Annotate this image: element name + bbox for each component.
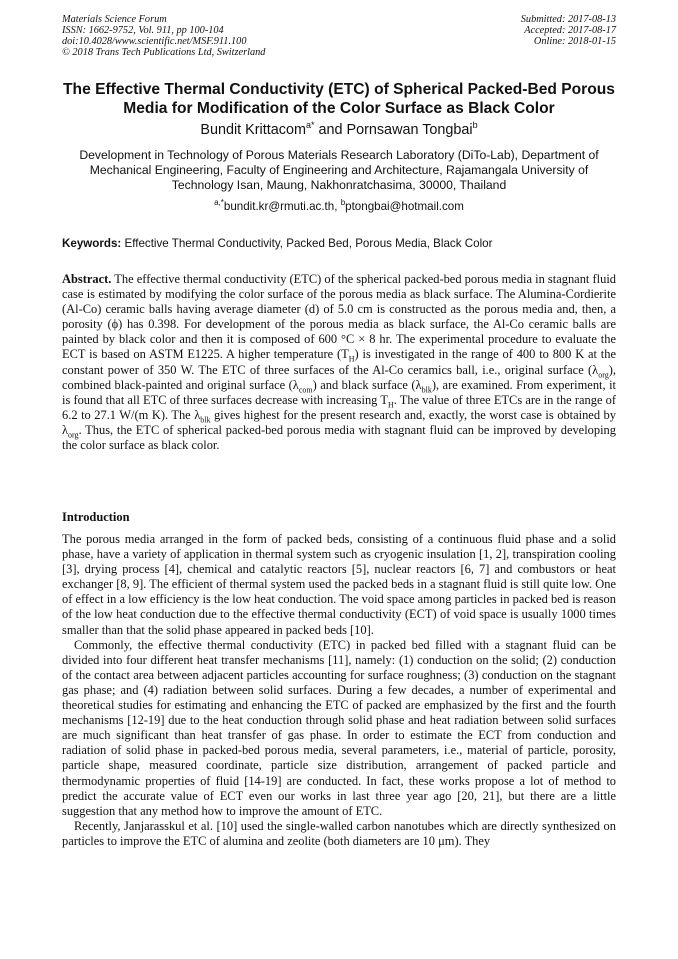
accepted-date: Accepted: 2017-08-17	[524, 25, 616, 36]
email-mark: b	[340, 198, 346, 208]
email-address: ptongbai@hotmail.com	[345, 200, 464, 213]
author-affil-mark: a*	[305, 120, 315, 131]
page-header	[62, 14, 616, 64]
author-name: Pornsawan Tongbai	[346, 122, 473, 138]
journal-info	[62, 14, 265, 58]
abstract-paragraph	[62, 272, 616, 453]
email-line	[62, 200, 616, 214]
subscript: H	[348, 354, 355, 364]
abstract-text: ) and black surface (λ	[312, 377, 422, 392]
subscript: blk	[421, 385, 432, 395]
online-date: Online: 2018-01-15	[533, 36, 616, 47]
author-name: Bundit Krittacom	[200, 122, 306, 138]
abstract-text: ), are examined. From experiment, it is found that all ETC of three surfaces decrease with increasing T	[62, 377, 616, 407]
section-heading: Introduction	[62, 510, 130, 524]
author-list	[62, 122, 616, 139]
introduction-body	[62, 532, 616, 849]
subscript: org	[598, 370, 609, 380]
intro-paragraph: The porous media arranged in the form of packed beds, consisting of a continuous fluid phase and a solid phase, have a variety of application in thermal system such as cryogenic insulation [1, 2], transpiration cooling [3], drying process [4], chemical and catalytic reactors [5], nuclear reactors [6, 7] and combustors or heat exchanger [8, 9]. The efficient of thermal system used the packed beds in a stagnant fluid is still quite low. One of effect in a low efficiency is the low heat conduction. The void space among particles in packed bed is reason of the low heat conduction due to the effective thermal conductivity (ECT) of void space is usually 1000 times smaller than that the solid phase appeared in packed beds [10].	[62, 532, 616, 637]
author-conjunction: and	[314, 122, 347, 138]
issn-line: ISSN: 1662-9752, Vol. 911, pp 100-104	[62, 25, 224, 36]
doi-line: doi:10.4028/www.scientific.net/MSF.911.100	[62, 36, 247, 47]
intro-paragraph: Recently, Janjarasskul et al. [10] used the single-walled carbon nanotubes which are directly synthesized on particles to improve the ETC of alumina and zeolite (both diameters are 10 μm). They	[62, 818, 616, 848]
paper-title: The Effective Thermal Conductivity (ETC) of Spherical Packed-Bed Porous Media for Modification of the Color Surface as Black Color	[63, 81, 615, 117]
copyright-line: © 2018 Trans Tech Publications Ltd, Switzerland	[62, 47, 266, 58]
journal-name: Materials Science Forum	[62, 14, 167, 25]
email-mark: a,*	[214, 198, 224, 208]
intro-paragraph: Commonly, the effective thermal conductivity (ETC) in packed bed filled with a stagnant fluid can be divided into four different heat transfer mechanisms [11], namely: (1) conduction on the solid; (2) conduction of the contact area between adjacent particles accounting for surface roughness; (3) conduction on the stagnant gas phase; and (4) radiation between solid surfaces. During a few decades, a number of experimental and theoretical studies for estimating and enhancing the ETC of packed are emphasized by the first and the fourth mechanisms [12-19] due to the heat conduction through solid phase and heat radiation between solid surfaces are much significant than heat transfer of gas phase. In order to estimate the ECT from conduction and radiation of solid phase in packed-bed porous media, several parameters, i.e., material of particle, porosity, particle shape, measured coordinate, particle size distribution, arrangement of packed particle and thermodynamic properties of fluid [14-19] are conducted. In fact, these works propose a lot of method to predict the accurate value of ECT even our works in last three year ago [20, 21], but there are a little suggestion that any method how to improve the amount of ETC.	[62, 637, 616, 818]
keywords-label: Keywords:	[62, 237, 122, 250]
subscript: com	[298, 385, 313, 395]
submission-dates	[521, 14, 616, 47]
subscript: org	[68, 430, 79, 440]
abstract-text: . The value of three ETCs are in the range of 6.2 to 27.1 W/(m K). The λ	[62, 392, 616, 422]
abstract-text: ), combined black-painted and original surface (λ	[62, 362, 616, 392]
email-address: bundit.kr@rmuti.ac.th,	[223, 200, 341, 213]
author-affil-mark: b	[472, 120, 478, 131]
abstract	[62, 272, 616, 453]
abstract-text: gives highest for the present research and, exactly, the worst case is obtained by λ	[62, 407, 616, 437]
submitted-date: Submitted: 2017-08-13	[520, 14, 616, 25]
keywords-text: Effective Thermal Conductivity, Packed Bed, Porous Media, Black Color	[121, 237, 493, 250]
subscript: H	[387, 400, 394, 410]
subscript: blk	[200, 415, 211, 425]
affiliation: Development in Technology of Porous Materials Research Laboratory (DiTo-Lab), Department of Mechanical Engineering, Faculty of Engineering and Architecture, Rajamangala University of Technology Isan, Maung, Nakhonratchasima, 30000, Thailand	[79, 148, 599, 192]
abstract-label: Abstract.	[62, 272, 112, 286]
abstract-text: . Thus, the ETC of spherical packed-bed porous media with stagnant fluid can be improved by developing the color surface as black color.	[62, 422, 616, 453]
abstract-text: The effective thermal conductivity (ETC) of the spherical packed-bed porous media in stagnant fluid case is estimated by modifying the color surface of the porous media as black surface. The Alumina-Cordierite (Al-Co) ceramic balls having average diameter (d) of 5.0 cm is constructed as the porous media and, then, a porosity (ϕ) has 0.398. For development of the porous media as black surface, the Al-Co ceramic balls are painted by black color and then it is composed of 600 °C × 8 hr. The experimental procedure to evaluate the ECT is based on ASTM E1225. A higher temperature (T	[62, 272, 616, 362]
keywords	[62, 237, 616, 251]
abstract-text: ) is investigated in the range of 400 to 800 K at the constant power of 350 W. The ETC of three surfaces of the Al-Co ceramics ball, i.e., original surface (λ	[62, 347, 617, 377]
